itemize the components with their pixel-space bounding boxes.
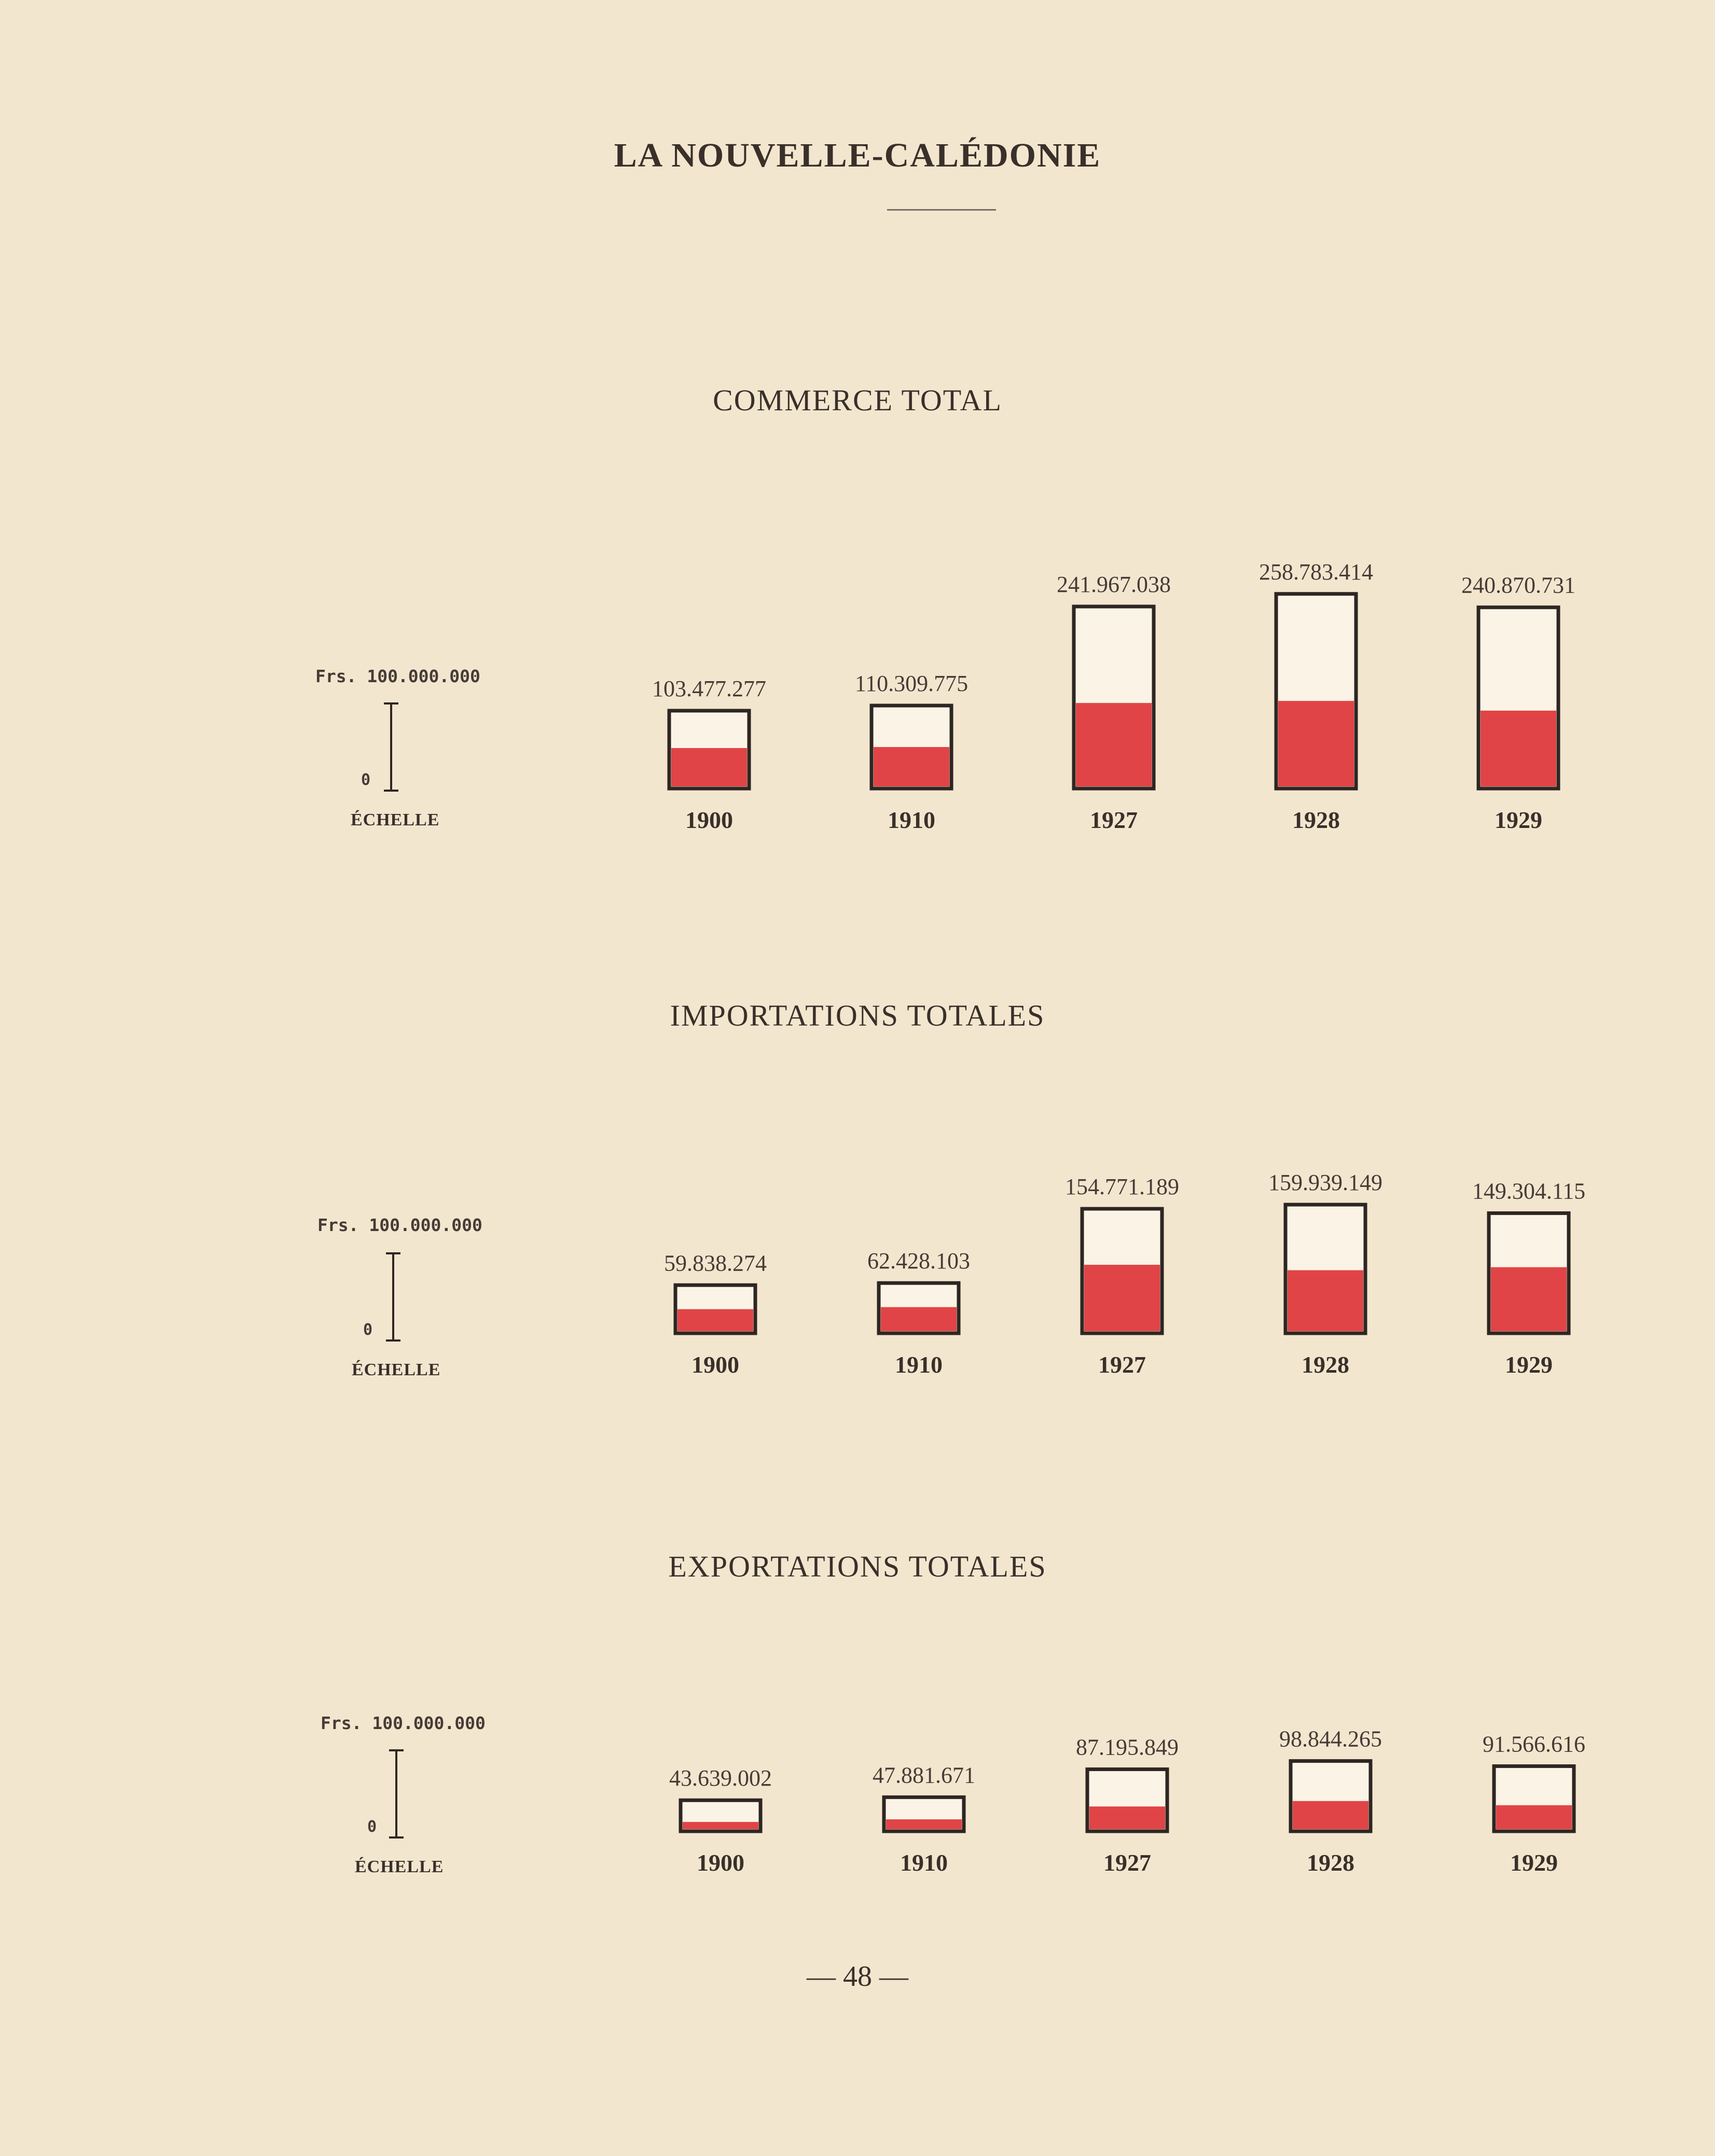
year-label: 1928: [1307, 1849, 1354, 1876]
year-label: 1928: [1302, 1351, 1349, 1378]
year-label: 1927: [1103, 1849, 1151, 1876]
chart-importations-totales: [0, 1141, 1715, 1401]
year-label: 1929: [1510, 1849, 1558, 1876]
page-number: — 48 —: [807, 1960, 908, 1993]
bar-fill-1929: [1491, 1267, 1567, 1331]
year-label: 1910: [888, 807, 935, 833]
value-label: 154.771.189: [1065, 1174, 1179, 1200]
year-label: 1900: [697, 1849, 744, 1876]
bar-fill-1927: [1076, 703, 1152, 786]
value-label: 110.309.775: [854, 671, 969, 697]
section-title-importations: IMPORTATIONS TOTALES: [670, 999, 1045, 1032]
value-label: 103.477.277: [652, 675, 766, 701]
scale-zero-label: 0: [367, 1818, 377, 1836]
value-label: 258.783.414: [1259, 559, 1373, 585]
bar-fill-1900: [683, 1822, 758, 1829]
scale-zero-label: 0: [361, 771, 371, 789]
value-label: 149.304.115: [1472, 1178, 1586, 1204]
year-label: 1929: [1495, 807, 1542, 833]
year-label: 1928: [1292, 807, 1340, 833]
value-label: 240.870.731: [1461, 572, 1575, 598]
scale-zero-label: 0: [363, 1321, 373, 1339]
bar-fill-1927: [1089, 1806, 1165, 1829]
scale-caption: ÉCHELLE: [351, 810, 440, 830]
scale-top-label: Frs. 100.000.000: [315, 666, 480, 686]
chart-commerce-total: [0, 519, 1715, 882]
value-label: 43.639.002: [669, 1765, 772, 1791]
bar-fill-1900: [671, 748, 747, 786]
bar-fill-1910: [874, 747, 949, 786]
bar-fill-1900: [677, 1309, 753, 1331]
value-label: 62.428.103: [867, 1248, 970, 1274]
year-label: 1927: [1090, 807, 1138, 833]
value-label: 98.844.265: [1279, 1726, 1382, 1752]
value-label: 47.881.671: [873, 1762, 975, 1788]
bar-fill-1929: [1481, 711, 1556, 786]
value-label: 91.566.616: [1483, 1731, 1585, 1757]
bar-fill-1928: [1278, 701, 1354, 786]
bar-fill-1928: [1288, 1270, 1363, 1331]
scale-top-label: Frs. 100.000.000: [321, 1713, 486, 1733]
year-label: 1910: [900, 1849, 948, 1876]
bar-fill-1910: [881, 1307, 957, 1331]
value-label: 159.939.149: [1268, 1170, 1382, 1196]
title-rule: [887, 209, 996, 211]
value-label: 87.195.849: [1076, 1734, 1179, 1760]
year-label: 1900: [691, 1351, 739, 1378]
bar-fill-1927: [1084, 1265, 1160, 1331]
bar-fill-1910: [886, 1819, 962, 1829]
scale-caption: ÉCHELLE: [352, 1360, 441, 1379]
section-title-exportations: EXPORTATIONS TOTALES: [668, 1550, 1047, 1583]
chart-exportations-totales: [0, 1686, 1715, 1894]
bar-fill-1928: [1293, 1801, 1368, 1829]
year-label: 1929: [1505, 1351, 1553, 1378]
year-label: 1910: [895, 1351, 943, 1378]
scale-caption: ÉCHELLE: [355, 1857, 444, 1876]
value-label: 241.967.038: [1057, 572, 1171, 598]
scale-top-label: Frs. 100.000.000: [317, 1215, 482, 1235]
bar-fill-1929: [1496, 1805, 1572, 1829]
page-title: LA NOUVELLE-CALÉDONIE: [614, 136, 1101, 174]
year-label: 1927: [1098, 1351, 1146, 1378]
value-label: 59.838.274: [664, 1250, 767, 1276]
year-label: 1900: [685, 807, 733, 833]
section-title-commerce: COMMERCE TOTAL: [713, 383, 1002, 417]
